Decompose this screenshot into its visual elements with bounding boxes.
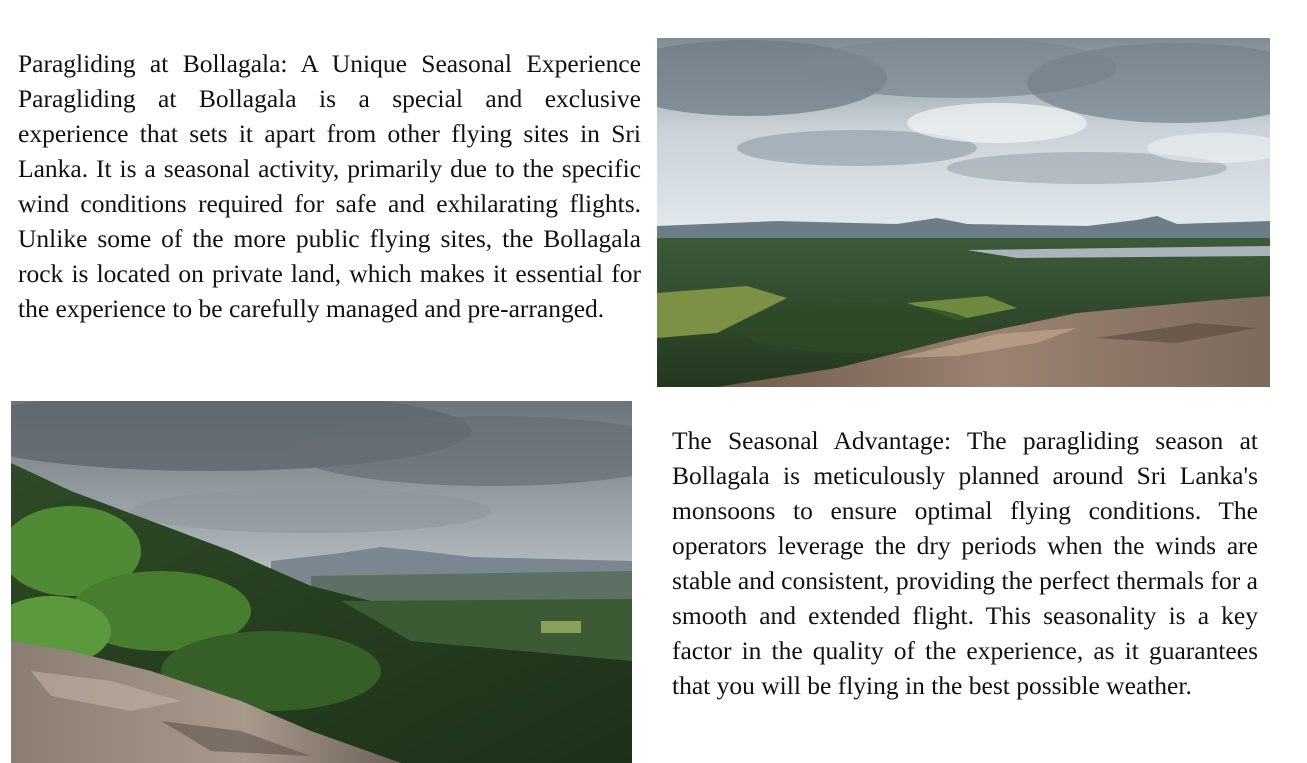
plains-lake-photo bbox=[657, 38, 1270, 387]
seasonal-advantage-paragraph: The Seasonal Advantage: The paragliding season at Bollagala is meticulously planned around Sri Lanka's monsoons to ensure optimal flying conditions. The operators leverage the dry periods when the winds are stable and consistent, providing the perfect thermals for a smooth and extended flight. This seasonality is a key factor in the quality of the experience, as it guarantees that you will be flying in the best possible weather. bbox=[672, 426, 1258, 700]
plains-lake-image bbox=[657, 38, 1270, 387]
valley-rock-photo bbox=[11, 401, 632, 763]
intro-paragraph: Paragliding at Bollagala: A Unique Seasonal Experience Paragliding at Bollagala is a special and exclusive experience that sets it apart from other flying sites in Sri Lanka. It is a seasonal activity, primarily due to the specific wind conditions required for safe and exhilarating flights. Unlike some of the more public flying sites, the Bollagala rock is located on private land, which makes it essential for the experience to be carefully managed and pre-arranged. bbox=[18, 49, 641, 323]
valley-rock-image bbox=[11, 401, 632, 763]
